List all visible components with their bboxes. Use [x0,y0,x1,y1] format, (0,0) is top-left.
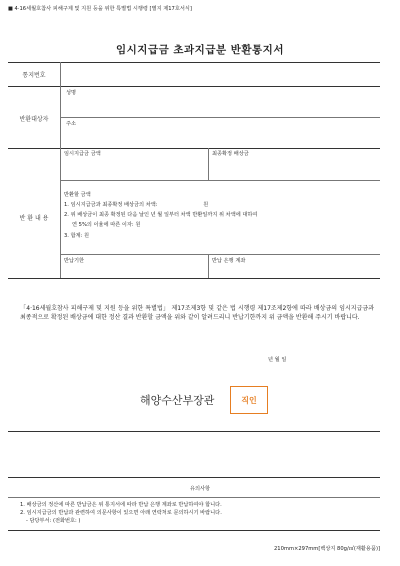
return-item-total: 3. 합계: 원 [64,233,90,239]
deadline-label: 반납기한 [64,258,85,264]
table-divider [208,148,209,180]
recipient-name-label: 성명 [66,90,77,96]
return-item-interest-line1: 2. 위 배상금이 최종 확정된 다음 날인 년 월 일부터 차액 반환일까지 위 차액에 대하여 [64,212,258,218]
document-title: 임시지급금 초과지급분 반환통지서 [116,44,284,56]
paper-spec: 210mm×297mm[백상지 80g/㎡(재활용품)] [273,546,380,552]
section-border [8,431,380,432]
table-row-border [8,86,380,87]
form-header-note: ■ 4·16세월호참사 피해구제 및 지원 등을 위한 특별법 시행령 [별지 제17호서식] [8,6,192,12]
notice-number-label: 통지번호 [22,72,46,79]
temp-payment-label: 임시지급금 금액 [64,151,101,157]
recipient-address-label: 주소 [66,121,77,127]
issue-date: 년 월 일 [268,357,287,363]
table-divider [60,148,61,278]
final-compensation-label: 최종확정 배상금 [212,151,249,157]
table-row-border [8,148,380,149]
notes-title-border [8,497,380,498]
notes-title: 유의사항 [189,486,211,492]
table-inner-border [60,117,380,118]
table-row-border [8,278,380,279]
notes-item-1: 1. 배상금의 정산에 따른 반납금은 위 통지서에 따라 반납 은행 계좌로 반납하여야 합니다. [20,502,222,508]
notes-item-3: - 담당부서: (전화번호: ) [26,518,81,524]
notes-box-top-border [8,477,380,478]
seal-label: 직인 [241,395,257,405]
table-top-border [8,62,380,63]
official-seal [230,386,268,414]
bank-account-label: 반납 은행 계좌 [212,258,246,264]
return-amount-title: 반환할 금액 [64,192,91,198]
table-inner-border [60,254,380,255]
notes-box-bottom-border [8,530,380,531]
return-contents-label: 반 환 내 용 [19,215,49,222]
notes-item-2: 2. 임시지급금의 반납과 관련하여 의문사항이 있으면 아래 연락처로 문의하시기 바랍니다. [20,510,222,516]
return-item-difference: 1. 임시지급금과 최종확정 배상금의 차액: 원 [64,202,209,208]
table-inner-border [60,180,380,181]
table-divider [60,62,61,86]
table-divider [208,254,209,278]
recipient-label: 반환대상자 [19,116,49,123]
notice-body-text: 「4·16세월호참사 피해구제 및 지원 등을 위한 특별법」 제17조제3항 및 같은 법 시행령 제17조제2항에 따라 배상금의 임시지급금과 최종적으로 확정된 배상금에 대한 정산 결과 반환할 금액을 위와 같이 알려드리니 반납기한까지 위 금액을 반환해 주시기 바랍니다. [20,305,374,322]
return-item-interest-line2: 연 5%의 이율에 따른 이자: 원 [72,222,141,228]
issuer-name: 해양수산부장관 [140,394,215,407]
